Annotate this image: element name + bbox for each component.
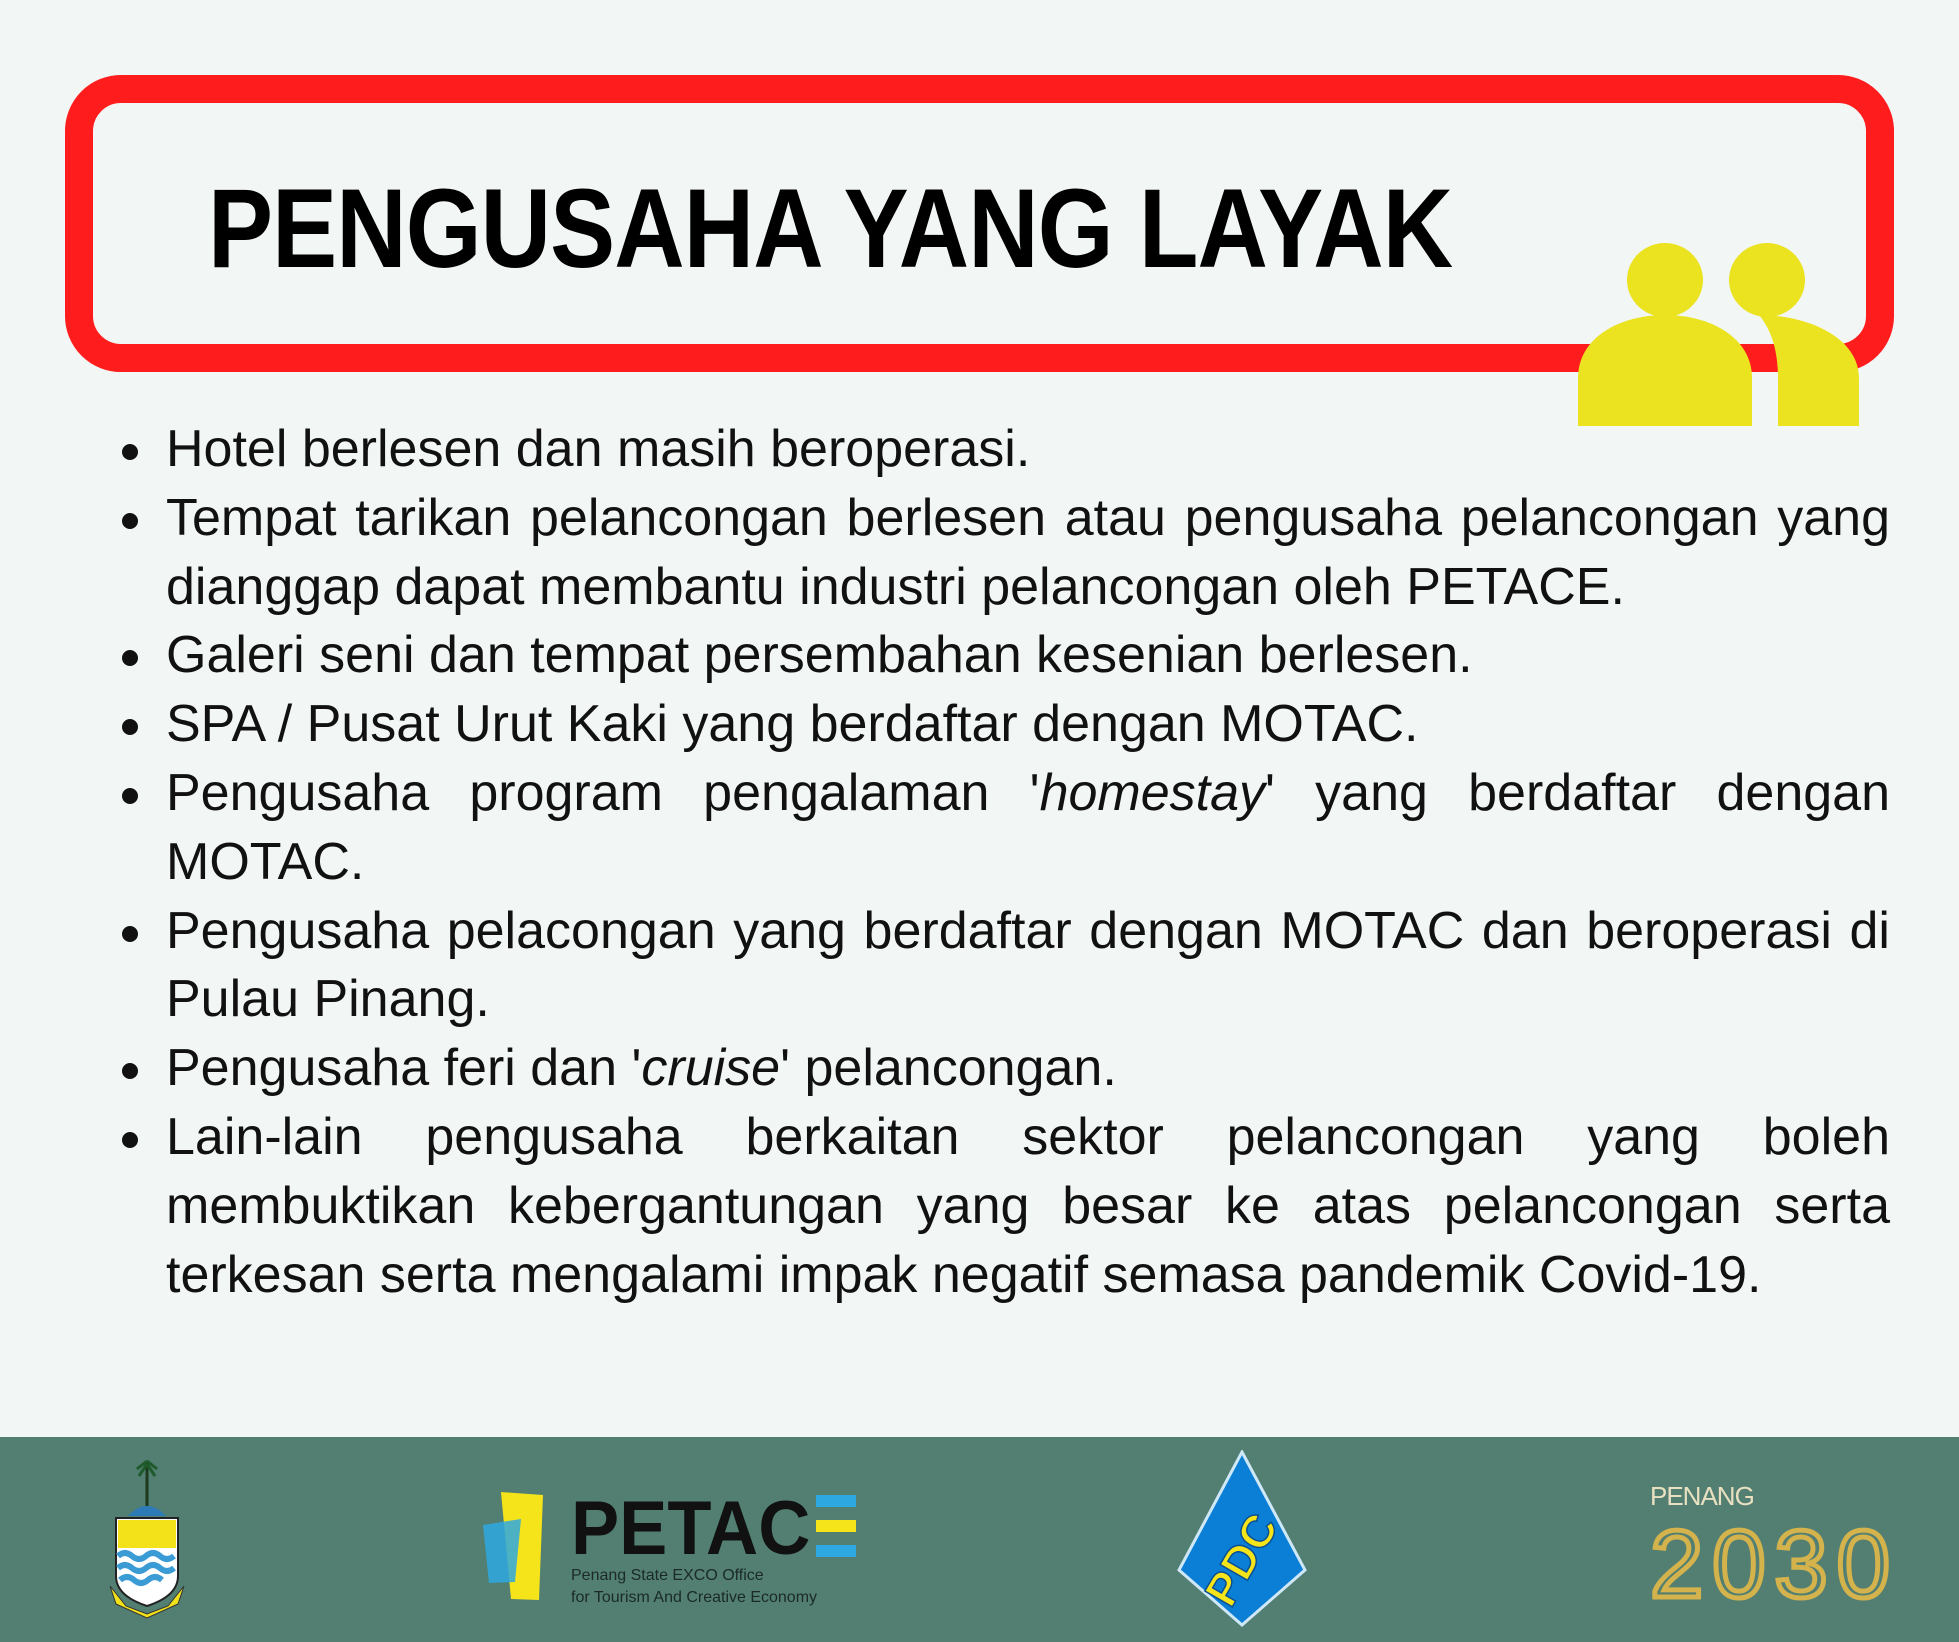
list-item [122, 415, 1890, 484]
list-item [122, 897, 1890, 1035]
penang-crest-logo [106, 1456, 188, 1619]
list-item [122, 484, 1890, 622]
list-item [122, 1103, 1890, 1309]
item-text: Pengusaha pelacongan yang berdaftar dengan MOTAC dan beroperasi di Pulau Pinang. [166, 901, 1890, 1029]
people-icon [1574, 243, 1859, 426]
bullet-icon [122, 1132, 138, 1148]
item-text: Pengusaha feri dan ' [166, 1039, 642, 1098]
bullet-icon [122, 650, 138, 666]
list-item [122, 621, 1890, 690]
title-banner [65, 75, 1894, 372]
item-emphasis: homestay [1039, 763, 1266, 822]
petace-subtitle-2: for Tourism And Creative Economy [571, 1589, 818, 1606]
item-text: Hotel berlesen dan masih beroperasi. [166, 420, 1031, 478]
penang-2030-year-text: 2030 [1650, 1511, 1890, 1601]
eligibility-list [122, 415, 1890, 1309]
item-text: Tempat tarikan pelancongan berlesen atau pengusaha pelancongan yang dianggap dapat membantu industri pelancongan oleh PETACE. [166, 488, 1890, 616]
list-item [122, 759, 1890, 897]
page-title: PENGUSAHA YANG LAYAK [208, 166, 1453, 291]
item-text: Lain-lain pengusaha berkaitan sektor pelancongan yang boleh membuktikan kebergantungan yang besar ke atas pelancongan serta terkesan serta mengalami impak negatif semasa pandemik Covid-19. [166, 1107, 1890, 1304]
bullet-icon [122, 788, 138, 804]
bullet-icon [122, 513, 138, 529]
bullet-icon [122, 1063, 138, 1079]
bullet-icon [122, 719, 138, 735]
item-text: Galeri seni dan tempat persembahan kesenian berlesen. [166, 626, 1473, 685]
pdc-logo [1177, 1450, 1307, 1627]
item-emphasis: cruise [641, 1039, 781, 1098]
petace-e-bars [816, 1495, 856, 1557]
pdc-text: PDC [1194, 1504, 1288, 1615]
petace-mark-icon [481, 1487, 546, 1602]
item-text: Pengusaha program pengalaman ' [166, 763, 1040, 822]
footer [0, 1437, 1959, 1642]
bullet-icon [122, 926, 138, 942]
petace-name: PETAC [571, 1486, 811, 1571]
penang-2030-year [1650, 1481, 1895, 1601]
penang-2030-word: PENANG [1650, 1481, 1754, 1511]
petace-subtitle-1: Penang State EXCO Office [571, 1567, 764, 1584]
petace-logo [481, 1486, 861, 1606]
bullet-icon [122, 444, 138, 460]
list-item [122, 690, 1890, 759]
item-text-end: ' yang berdaftar dengan MOTAC. [166, 763, 1890, 891]
penang-2030-logo [1650, 1481, 1895, 1601]
item-text: SPA / Pusat Urut Kaki yang berdaftar dengan MOTAC. [166, 695, 1419, 754]
item-text-end: ' pelancongan. [780, 1039, 1117, 1098]
list-item [122, 1034, 1890, 1103]
